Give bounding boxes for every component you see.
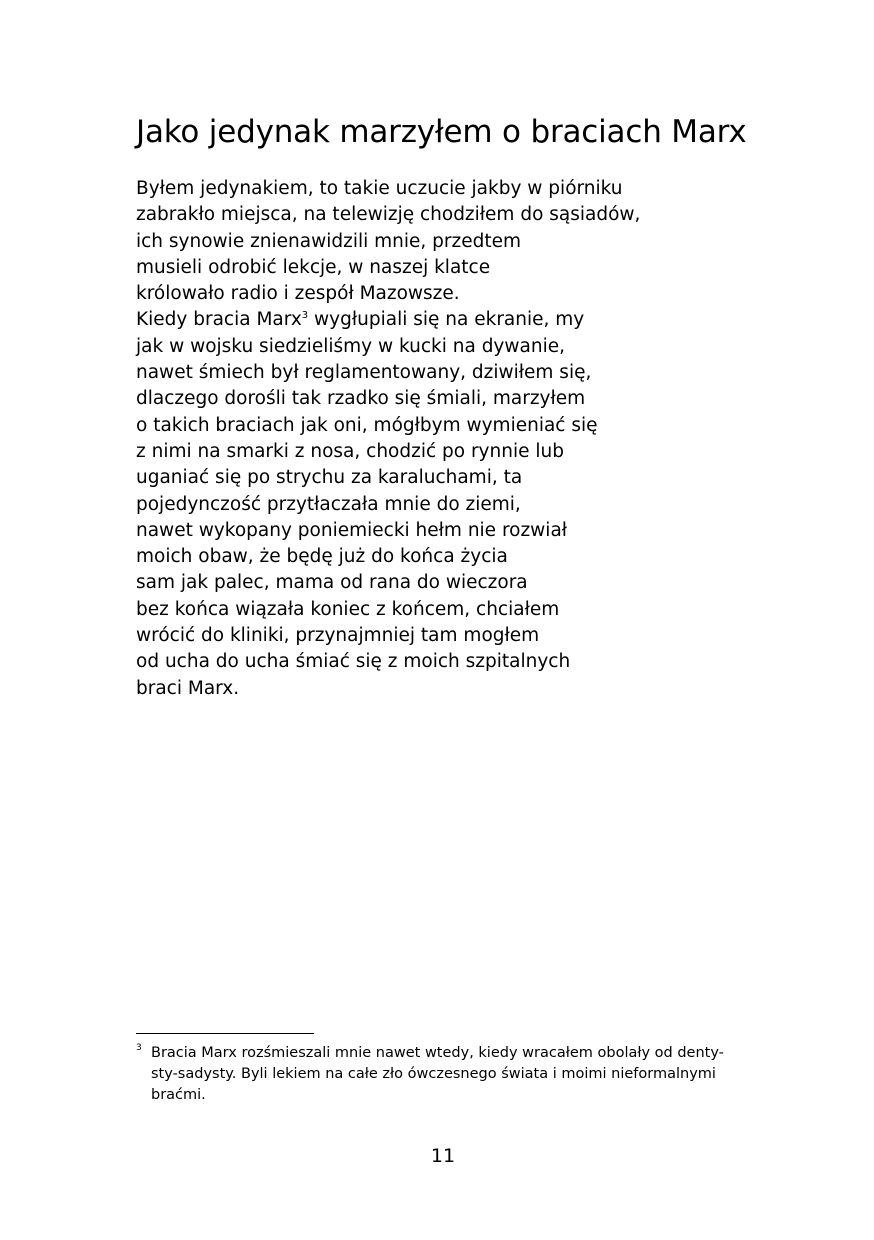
poem-line: musieli odrobić lekcje, w naszej klatce — [136, 256, 491, 278]
poem-line: nawet śmiech był reglamentowany, dziwiłem się, — [136, 362, 592, 384]
poem-line: moich obaw, że będę już do końca życia — [136, 546, 508, 568]
poem-line: bez końca wiązała koniec z końcem, chciałem — [136, 598, 560, 620]
poem-line: uganiać się po strychu za karaluchami, ta — [136, 467, 523, 489]
footnote-marker: 3 — [136, 1043, 142, 1053]
poem-line: królowało radio i zespół Mazowsze. — [136, 283, 460, 305]
poem-line-with-footnote-ref — [136, 307, 640, 333]
poem-line: z nimi na smarki z nosa, chodzić po rynnie lub — [136, 440, 564, 462]
poem-line-text: Kiedy bracia Marx — [136, 309, 302, 331]
poem-body — [136, 176, 640, 702]
footnote-line: braćmi. — [151, 1087, 206, 1103]
footnote-reference: 3 — [301, 310, 309, 322]
footnote-separator — [136, 1033, 314, 1034]
poem-line: od ucha do ucha śmiać się z moich szpitalnych — [136, 651, 571, 673]
poem-line: nawet wykopany poniemiecki hełm nie rozwiał — [136, 519, 568, 541]
poem-line: sam jak palec, mama od rana do wieczora — [136, 572, 528, 594]
footnote — [136, 1043, 756, 1106]
poem-line-text: wygłupiali się na ekranie, my — [308, 309, 585, 331]
footnote-line: sty-sadysty. Byli lekiem na całe zło ówczesnego świata i moimi nieformalnymi — [151, 1066, 716, 1082]
page-number: 11 — [430, 1145, 456, 1167]
poem-line: braci Marx. — [136, 677, 240, 699]
poem-title: Jako jedynak marzyłem o braciach Marx — [136, 114, 747, 150]
poem-line: pojedynczość przytłaczała mnie do ziemi, — [136, 493, 521, 515]
poem-line: jak w wojsku siedzieliśmy w kucki na dywanie, — [136, 335, 565, 357]
poem-line: wrócić do kliniki, przynajmniej tam mogłem — [136, 625, 540, 647]
footnote-line: Bracia Marx rozśmieszali mnie nawet wtedy, kiedy wracałem obolały od denty- — [151, 1045, 724, 1061]
poem-line: dlaczego dorośli tak rzadko się śmiali, marzyłem — [136, 388, 586, 410]
poem-line: o takich braciach jak oni, mógłbym wymieniać się — [136, 414, 598, 436]
poem-line: Byłem jedynakiem, to takie uczucie jakby w piórniku — [136, 178, 623, 199]
poem-line: ich synowie znienawidzili mnie, przedtem — [136, 230, 521, 252]
poem-line: zabrakło miejsca, na telewizję chodziłem do sąsiadów, — [136, 204, 641, 226]
